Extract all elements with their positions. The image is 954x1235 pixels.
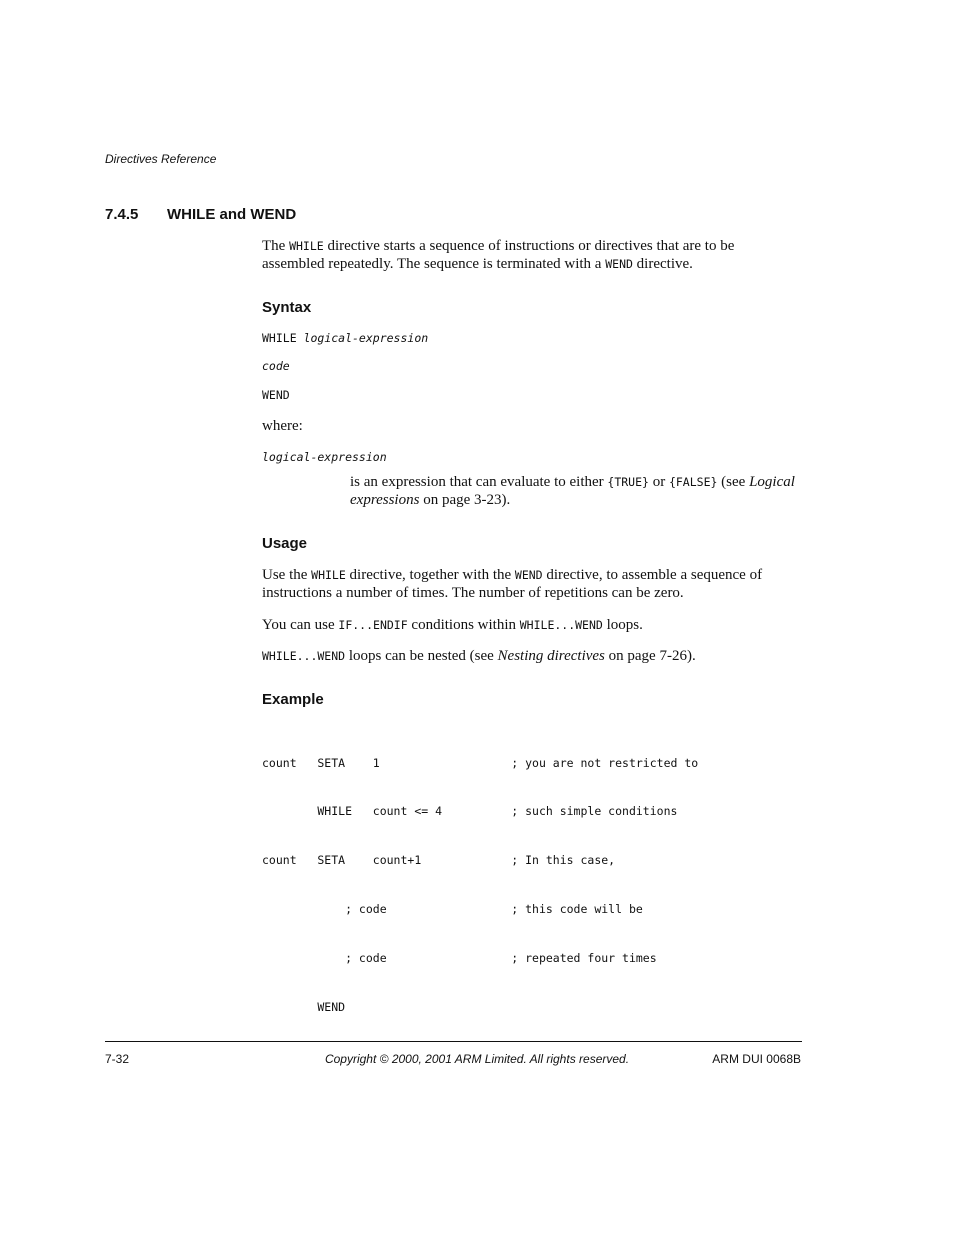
syntax-line-3: WEND [262,388,290,402]
param-desc-line-2 [350,491,802,509]
text: on page 7-26). [604,648,696,664]
code-term: WEND [514,568,543,582]
document-id: ARM DUI 0068B [712,1052,801,1066]
code-line: ; code ; repeated four times [262,951,657,966]
syntax-heading: Syntax [262,299,312,316]
code-term: WHILE [289,239,324,253]
text: directive. [632,256,693,272]
copyright-notice: Copyright © 2000, 2001 ARM Limited. All rights reserved. [324,1052,630,1066]
code-term: WHILE...WEND [519,618,603,632]
code-term: IF...ENDIF [338,618,408,632]
code-term: {FALSE} [668,475,718,489]
running-header: Directives Reference [105,152,217,166]
text: assembled repeatedly. The sequence is terminated with a [262,256,606,272]
code-line: WEND [262,1000,346,1015]
text: directive, to assemble a sequence of [542,567,763,583]
syntax-line-2: code [262,359,290,373]
cross-reference[interactable]: Logical [749,474,795,490]
where-label: where: [262,418,303,434]
param-description [350,473,802,509]
keyword: WHILE [262,331,304,345]
text: loops. [602,617,643,633]
section-number: 7.4.5 [105,206,139,223]
code-line: WHILE count <= 4 ; such simple conditions [262,804,678,819]
usage-p1-line-2: instructions a number of times. The number of repetitions can be zero. [262,585,684,601]
intro-line-2 [262,255,802,273]
code-term: {TRUE} [607,475,649,489]
usage-paragraph-3 [262,647,802,665]
code-line: ; code ; this code will be [262,902,643,917]
code-term: WHILE [311,568,346,582]
syntax-line-1 [262,331,428,345]
footer-rule [105,1041,802,1042]
code-term: WEND [605,257,633,271]
intro-line-1 [262,237,802,255]
usage-p1-line-1 [262,566,802,584]
text: on page 3-23). [419,492,511,508]
text: You can use [262,617,339,633]
example-code-block [262,722,698,1032]
cross-reference[interactable]: Nesting directives [497,648,605,664]
intro-paragraph [262,237,802,273]
usage-paragraph-1 [262,566,802,602]
text: loops can be nested (see [345,648,498,664]
text: (see [717,474,750,490]
text: conditions within [407,617,520,633]
usage-heading: Usage [262,535,308,552]
section-title: WHILE and WEND [167,206,297,223]
text: is an expression that can evaluate to either [350,474,608,490]
text: directive, together with the [345,567,515,583]
text: or [648,474,669,490]
usage-paragraph-2 [262,616,802,634]
example-heading: Example [262,691,324,708]
text: Use the [262,567,312,583]
argument: logical-expression [303,331,429,345]
page-number: 7-32 [105,1052,130,1066]
code-term: WHILE...WEND [262,649,346,663]
text: directive starts a sequence of instructions or directives that are to be [323,238,735,254]
cross-reference[interactable]: expressions [350,492,420,508]
param-name: logical-expression [262,450,387,464]
text: The [262,238,290,254]
param-desc-line-1 [350,473,802,491]
code-line: count SETA count+1 ; In this case, [262,853,616,868]
code-line: count SETA 1 ; you are not restricted to [262,755,699,770]
